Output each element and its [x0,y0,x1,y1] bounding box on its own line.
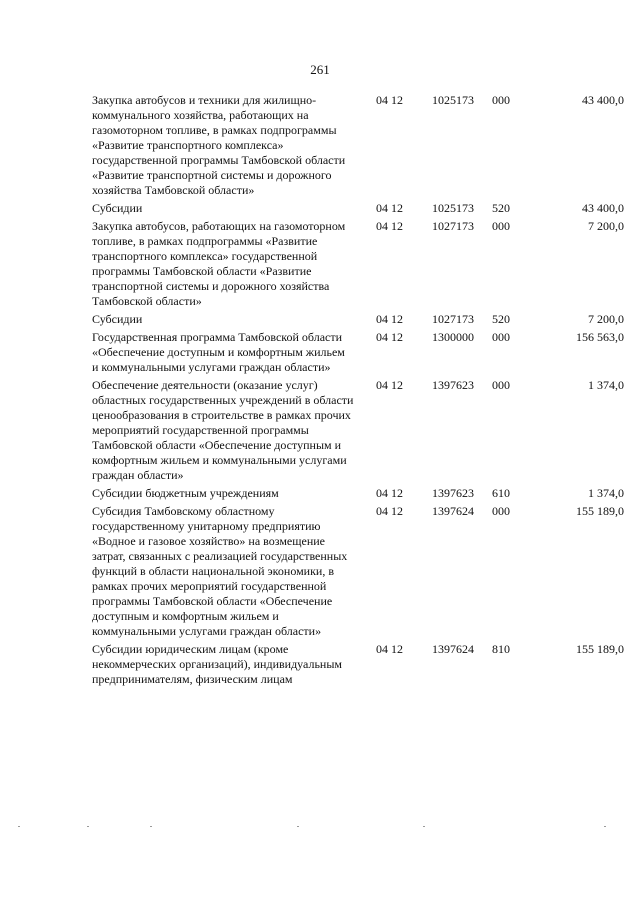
scan-dot [604,826,606,827]
row-target-cell: 1397624 [432,642,474,656]
row-section-cell: 04 12 [376,504,403,518]
budget-table [92,93,624,690]
row-amount-cell: 43 400,0 [582,201,624,215]
row-amount-cell: 155 189,0 [576,504,624,518]
row-target-cell: 1397623 [432,378,474,392]
row-section-cell: 04 12 [376,642,403,656]
scan-dot [87,826,89,827]
scan-dot [18,826,20,827]
row-type-cell: 520 [492,201,510,215]
row-target-cell: 1025173 [432,201,474,215]
row-target-cell: 1027173 [432,219,474,233]
table-row [92,219,624,312]
row-target-cell: 1027173 [432,312,474,326]
row-section-cell: 04 12 [376,93,403,107]
row-section-cell: 04 12 [376,378,403,392]
row-name-cell: Государственная программа Тамбовской области «Обеспечение доступным и комфортным жильем и коммунальными услугами граждан области» [92,330,345,374]
page-number: 261 [310,62,330,77]
row-target-cell: 1397624 [432,504,474,518]
row-section-cell: 04 12 [376,330,403,344]
table-row [92,486,624,504]
table-row [92,642,624,690]
row-amount-cell: 1 374,0 [588,486,624,500]
table-row [92,330,624,378]
row-section-cell: 04 12 [376,486,403,500]
scan-dot [297,826,299,827]
row-type-cell: 520 [492,312,510,326]
row-type-cell: 000 [492,330,510,344]
row-name-cell: Субсидии [92,201,143,215]
row-type-cell: 000 [492,504,510,518]
row-name-cell: Закупка автобусов и техники для жилищно-коммунального хозяйства, работающих на газомоторном топливе, в рамках подпрограммы «Развитие транспортного комплекса» государственной программы Тамбовской области «Развитие транспортной системы и дорожного хозяйства Тамбовской области» [92,93,346,197]
row-amount-cell: 43 400,0 [582,93,624,107]
row-target-cell: 1025173 [432,93,474,107]
scan-dot [150,826,152,827]
scan-artifact-dots [0,826,640,828]
row-name-cell: Субсидии [92,312,143,326]
row-target-cell: 1300000 [432,330,474,344]
row-target-cell: 1397623 [432,486,474,500]
table-row [92,312,624,330]
row-name-cell: Закупка автобусов, работающих на газомоторном топливе, в рамках подпрограммы «Развитие транспортного комплекса» государственной программы Тамбовской области «Развитие транспортной системы и дорожного хозяйства Тамбовской области» [92,219,346,308]
budget-table-body [92,93,624,690]
table-row [92,504,624,642]
table-row [92,93,624,201]
row-type-cell: 810 [492,642,510,656]
row-name-cell: Обеспечение деятельности (оказание услуг) областных государственных учреждений в области ценообразования в строительстве в рамках прочих мероприятий государственной программы Тамбовской области «Обеспечение доступным и комфортным жильем и коммунальными услугами граждан области» [92,378,354,482]
row-type-cell: 000 [492,93,510,107]
row-type-cell: 610 [492,486,510,500]
row-name-cell: Субсидии юридическим лицам (кроме некоммерческих организаций), индивидуальным предпринимателям, физическим лицам [92,642,342,686]
table-row [92,201,624,219]
row-section-cell: 04 12 [376,219,403,233]
row-name-cell: Субсидия Тамбовскому областному государственному унитарному предприятию «Водное и газовое хозяйство» на возмещение затрат, связанных с реализацией государственных функций в области национальной экономики, в рамках прочих мероприятий государственной программы Тамбовской области «Обеспечение доступным и комфортным жильем и коммунальными услугами граждан области» [92,504,348,638]
row-name-cell: Субсидии бюджетным учреждениям [92,486,279,500]
row-section-cell: 04 12 [376,312,403,326]
row-type-cell: 000 [492,219,510,233]
row-amount-cell: 155 189,0 [576,642,624,656]
row-type-cell: 000 [492,378,510,392]
table-row [92,378,624,486]
row-section-cell: 04 12 [376,201,403,215]
row-amount-cell: 7 200,0 [588,312,624,326]
row-amount-cell: 156 563,0 [576,330,624,344]
row-amount-cell: 1 374,0 [588,378,624,392]
row-amount-cell: 7 200,0 [588,219,624,233]
scan-dot [423,826,425,827]
